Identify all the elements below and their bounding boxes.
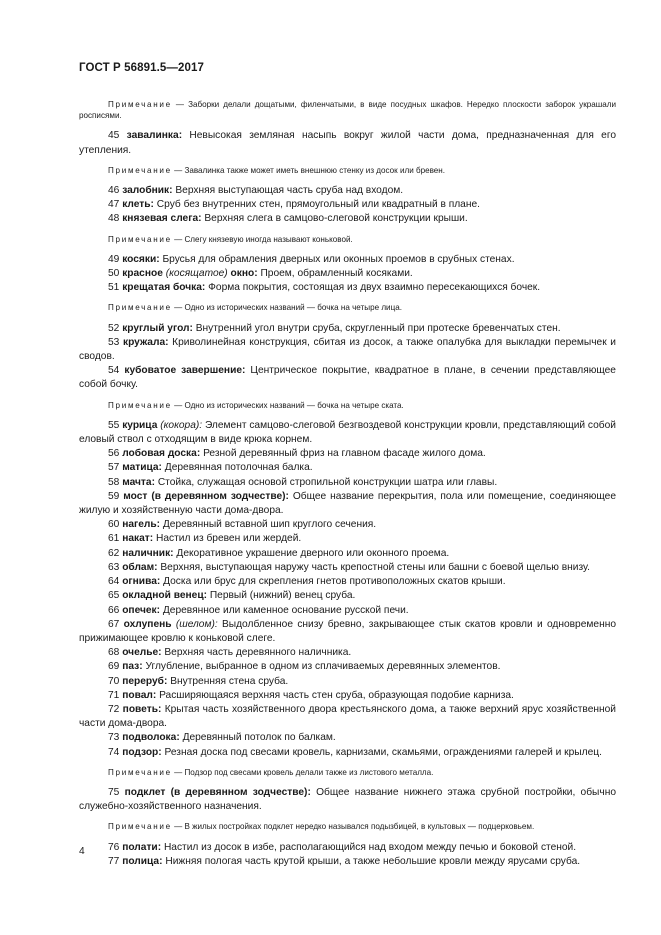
term-number: 52: [108, 322, 120, 334]
term-definition: Общее название нижнего этажа срубной постройки, обычно служебно-хозяйственного назначения.: [79, 786, 616, 813]
note-text: В жилых постройках подклет нередко называлcя подызбицей, в культовых — подцерковьем.: [184, 822, 535, 832]
term-definition: Внутренний угол внутри сруба, скругленный при протеске бревенчатых стен.: [195, 322, 561, 334]
term-number: 58: [108, 476, 120, 488]
term-name: курица: [122, 419, 158, 431]
term-name: полица:: [122, 855, 163, 867]
term-entry: [79, 184, 616, 198]
document-header: ГОСТ Р 56891.5—2017: [79, 62, 204, 74]
term-name: князевая слега:: [122, 213, 202, 225]
note-paragraph: [79, 302, 616, 313]
term-definition: Крытая часть хозяйственного двора крестьянского дома, а также верхний ярус хозяйственной части дома-двора.: [79, 703, 616, 730]
term-entry: [79, 746, 616, 760]
term-number: 69: [108, 661, 120, 673]
term-definition: Проем, обрамленный косяками.: [260, 268, 413, 280]
term-definition: Деревянное или каменное основание русской печи.: [162, 604, 409, 616]
term-entry: [79, 476, 616, 490]
term-number: 54: [108, 365, 120, 377]
note-label: Примечание: [108, 100, 172, 109]
term-definition: Стойка, служащая основой стропильной конструкции шатра или главы.: [157, 476, 498, 488]
term-name: подволока:: [122, 732, 180, 744]
term-entry: [79, 253, 616, 267]
note-dash: —: [171, 303, 185, 313]
term-entry: [79, 267, 616, 281]
term-entry: [79, 646, 616, 660]
term-number: 55: [108, 419, 120, 431]
term-entry: [79, 129, 616, 157]
term-number: 76: [108, 841, 120, 853]
term-name: охлупень: [123, 618, 172, 630]
term-definition: Верхняя слега в самцово-слеговой конструкции крыши.: [204, 213, 468, 225]
term-number: 63: [108, 561, 120, 573]
term-name: наличник:: [122, 547, 174, 559]
term-entry: [79, 675, 616, 689]
term-definition: Выдолбленное снизу бревно, закрывающее стык скатов кровли и одновременно прижимающее кровлю к коньковой слеге.: [79, 618, 616, 644]
term-definition: Деревянная потолочная балка.: [164, 462, 313, 474]
term-name: завалинка:: [126, 130, 183, 142]
term-entry: [79, 322, 616, 336]
term-number: 71: [108, 689, 120, 701]
note-dash: —: [171, 400, 185, 410]
term-definition: Криволинейная конструкция, сбитая из досок, а также опалубка для выкладки перемычек и сводов.: [79, 336, 616, 363]
term-entry: [79, 447, 616, 461]
term-name: матица:: [122, 462, 162, 474]
term-name: мачта:: [122, 476, 155, 488]
term-definition: Настил из досок в избе, располагающийся над входом между печью и боковой стеной.: [163, 841, 577, 853]
term-number: 64: [108, 576, 120, 588]
term-definition: Резной деревянный фриз на главном фасаде жилого дома.: [203, 448, 486, 460]
term-name: повал:: [122, 689, 157, 701]
term-name: красное: [122, 268, 163, 280]
note-paragraph: [79, 821, 616, 832]
note-paragraph: [79, 400, 616, 411]
term-entry: [79, 198, 616, 212]
term-name: опечек:: [122, 604, 161, 616]
term-entry: [79, 518, 616, 532]
term-definition: Нижняя пологая часть крутой крыши, а также небольшие кровли между ярусами сруба.: [165, 855, 581, 867]
term-definition: Верхняя, выступающая наружу часть крепостной стены или башни с боевой щелью внизу.: [160, 561, 590, 573]
term-name: паз:: [122, 661, 143, 673]
term-name: очелье:: [122, 647, 162, 659]
term-synonym: (косящатое): [165, 268, 228, 280]
term-entry: [79, 660, 616, 674]
term-name: окладной венец:: [122, 590, 207, 602]
term-entry: [79, 336, 616, 364]
term-synonym: (шелом):: [175, 618, 218, 630]
term-number: 48: [108, 213, 120, 225]
term-definition: Форма покрытия, состоящая из двух взаимно пересекающихся бочек.: [208, 282, 541, 294]
term-entry: [79, 604, 616, 618]
term-entry: [79, 490, 616, 518]
term-entry: [79, 589, 616, 603]
term-name: круглый угол:: [122, 322, 193, 334]
term-number: 47: [108, 199, 120, 211]
term-name: кубоватое завершение:: [124, 365, 246, 377]
term-number: 60: [108, 519, 120, 531]
term-name: полати:: [122, 841, 162, 853]
term-entry: [79, 561, 616, 575]
term-definition: Сруб без внутренних стен, прямоугольный или квадратный в плане.: [156, 199, 480, 211]
term-definition: Доска или брус для скрепления гнетов противоположных скатов крыши.: [163, 576, 506, 588]
note-dash: —: [171, 100, 189, 109]
term-number: 75: [108, 786, 120, 798]
term-definition: Резная доска под свесами кровель, карнизами, скамьями, ограждениями галерей и крылец.: [164, 746, 602, 758]
note-text: Завалинка также может иметь внешнюю стенку из досок или бревен.: [184, 165, 446, 175]
term-entry: [79, 419, 616, 447]
term-number: 66: [108, 604, 120, 616]
term-number: 46: [108, 185, 120, 197]
term-number: 61: [108, 533, 120, 545]
term-entry: [79, 575, 616, 589]
term-entry: [79, 731, 616, 745]
note-paragraph: [79, 165, 616, 176]
term-entry: [79, 703, 616, 731]
term-definition: Верхняя часть деревянного наличника.: [164, 647, 352, 659]
term-number: 67: [108, 618, 120, 630]
term-number: 50: [108, 268, 120, 280]
term-definition: Первый (нижний) венец сруба.: [209, 590, 356, 602]
term-definition: Невысокая земляная насыпь вокруг жилой части дома, предназначенная для его утепления.: [79, 130, 616, 156]
term-name-cont: окно:: [230, 268, 258, 280]
term-name: переруб:: [122, 675, 168, 687]
term-name: клеть:: [122, 199, 154, 211]
term-name: залобник:: [122, 185, 173, 197]
term-definition: Расширяющаяся верхняя часть стен сруба, образующая подобие карниза.: [159, 689, 514, 701]
term-number: 49: [108, 253, 120, 265]
term-number: 72: [108, 703, 120, 715]
note-label: Примечание: [108, 165, 172, 175]
note-dash: —: [171, 767, 185, 777]
term-entry: [79, 461, 616, 475]
term-name: огнива:: [122, 576, 161, 588]
term-number: 45: [108, 130, 120, 142]
term-number: 57: [108, 462, 120, 474]
term-entry: [79, 532, 616, 546]
term-entry: [79, 618, 616, 646]
term-number: 77: [108, 855, 120, 867]
term-name: облам:: [122, 561, 158, 573]
term-name: накат:: [122, 533, 154, 545]
document-body: [79, 92, 616, 869]
note-dash: —: [171, 822, 185, 832]
term-entry: [79, 786, 616, 814]
term-name: подзор:: [122, 746, 162, 758]
term-definition: Настил из бревен или жердей.: [156, 533, 302, 545]
term-number: 53: [108, 336, 120, 348]
term-entry: [79, 841, 616, 855]
note-paragraph: [79, 234, 616, 245]
term-name: подклет (в деревянном зодчестве):: [124, 786, 311, 798]
note-dash: —: [171, 165, 185, 175]
note-text: Заборки делали дощатыми, филенчатыми, в виде посудных шкафов. Нередко плоскости заборок украшали росписями.: [79, 100, 616, 121]
term-entry: [79, 364, 616, 392]
term-definition: Общее название перекрытия, пола или помещение, соединяющее жилую и хозяйственную части дома-двора.: [79, 490, 616, 517]
term-synonym: (кокора):: [160, 419, 203, 431]
term-definition: Деревянный вставной шип круглого сечения.: [162, 519, 377, 531]
term-entry: [79, 212, 616, 226]
term-definition: Декоративное украшение дверного или оконного проема.: [176, 547, 450, 559]
note-label: Примечание: [108, 234, 172, 244]
term-number: 70: [108, 675, 120, 687]
term-definition: Верхняя выступающая часть сруба над входом.: [175, 185, 404, 197]
note-label: Примечание: [108, 400, 172, 410]
note-text: Подзор под свесами кровель делали также из листового металла.: [184, 767, 434, 777]
term-number: 59: [108, 490, 120, 502]
term-entry: [79, 547, 616, 561]
page-number: 4: [79, 846, 85, 857]
term-entry: [79, 281, 616, 295]
note-label: Примечание: [108, 822, 172, 832]
term-number: 56: [108, 448, 120, 460]
note-label: Примечание: [108, 767, 172, 777]
term-entry: [79, 855, 616, 869]
note-text: Одно из исторических названий — бочка на четыре ската.: [184, 400, 404, 410]
term-number: 62: [108, 547, 120, 559]
term-number: 68: [108, 647, 120, 659]
term-definition: Элемент самцово-слеговой безгвоздевой конструкции кровли, представляющий собой еловый ствол с отходящим в виде крюка корнем.: [79, 419, 616, 446]
term-name: кружала:: [122, 336, 169, 348]
note-dash: —: [171, 234, 185, 244]
term-name: поветь:: [122, 703, 162, 715]
term-name: лобовая доска:: [122, 448, 201, 460]
term-definition: Внутренняя стена сруба.: [170, 675, 289, 687]
note-paragraph: [79, 767, 616, 778]
term-definition: Деревянный потолок по балкам.: [182, 732, 336, 744]
term-number: 74: [108, 746, 120, 758]
note-paragraph: [79, 99, 616, 121]
term-number: 51: [108, 282, 120, 294]
term-definition: Центрическое покрытие, квадратное в плане, в сечении представляющее собой бочку.: [79, 365, 616, 391]
note-text: Одно из исторических названий — бочка на четыре лица.: [184, 303, 402, 313]
term-name: косяки:: [122, 253, 160, 265]
term-entry: [79, 689, 616, 703]
term-definition: Углубление, выбранное в одном из сплачиваемых деревянных элементов.: [145, 661, 501, 673]
term-number: 65: [108, 590, 120, 602]
note-label: Примечание: [108, 303, 172, 313]
note-text: Слегу князевую иногда называют коньковой.: [184, 234, 353, 244]
term-definition: Брусья для обрамления дверных или оконных проемов в срубных стенах.: [162, 253, 515, 265]
term-number: 73: [108, 732, 120, 744]
term-name: нагель:: [122, 519, 161, 531]
term-name: мост (в деревянном зодчестве):: [123, 490, 289, 502]
term-name: крещатая бочка:: [122, 282, 206, 294]
